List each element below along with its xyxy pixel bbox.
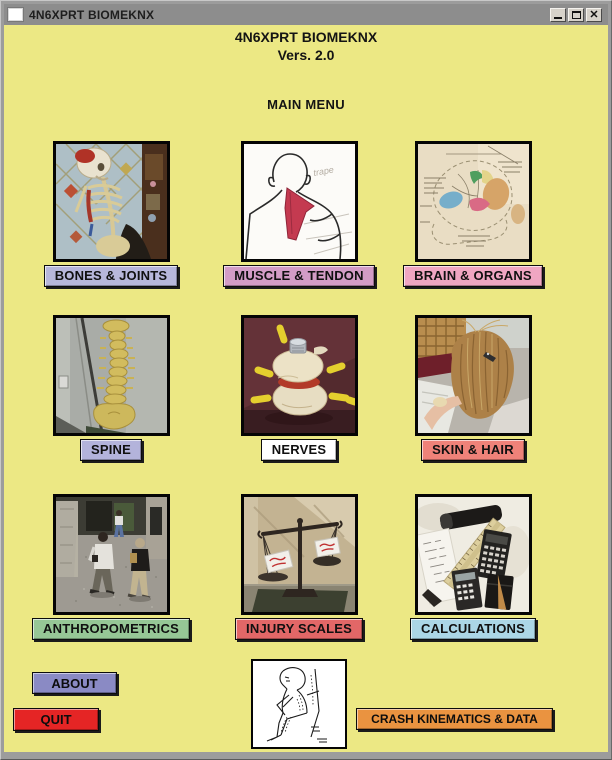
trapezius-drawing bbox=[244, 144, 355, 259]
close-button[interactable] bbox=[586, 8, 602, 22]
anthropometrics-image bbox=[53, 494, 170, 615]
menu-cell-injury-scales bbox=[219, 494, 379, 640]
app-icon bbox=[8, 8, 23, 21]
brain-organs-image bbox=[415, 141, 532, 262]
menu-cell-brain-organs bbox=[393, 141, 553, 287]
muscle-tendon-button[interactable]: MUSCLE & TENDON bbox=[223, 265, 374, 287]
skin-hair-button[interactable]: SKIN & HAIR bbox=[421, 439, 525, 461]
brain-organs-button[interactable]: BRAIN & ORGANS bbox=[403, 265, 543, 287]
nerves-image bbox=[241, 315, 358, 436]
crash-dummy-sketch bbox=[253, 661, 345, 747]
menu-cell-bones-joints bbox=[31, 141, 191, 287]
maximize-icon bbox=[572, 11, 581, 19]
crash-kinematics-button[interactable]: CRASH KINEMATICS & DATA bbox=[356, 708, 553, 730]
main-menu-heading: MAIN MENU bbox=[267, 97, 345, 112]
window-title: 4N6XPRT BIOMEKNX bbox=[29, 7, 155, 22]
main-content bbox=[4, 25, 608, 752]
quit-button[interactable]: QUIT bbox=[13, 708, 99, 731]
spine-image bbox=[53, 315, 170, 436]
calculations-button[interactable]: CALCULATIONS bbox=[410, 618, 536, 640]
balance-scale-photo bbox=[244, 497, 355, 612]
menu-cell-muscle-tendon bbox=[219, 141, 379, 287]
app-version: Vers. 2.0 bbox=[277, 47, 335, 63]
minimize-button[interactable] bbox=[550, 8, 566, 22]
bones-joints-image bbox=[53, 141, 170, 262]
spine-button[interactable]: SPINE bbox=[80, 439, 142, 461]
crash-kinematics-image bbox=[251, 659, 347, 749]
nerves-button[interactable]: NERVES bbox=[261, 439, 337, 461]
menu-cell-skin-hair bbox=[393, 315, 553, 461]
svg-text:trape: trape bbox=[312, 164, 335, 178]
app-title: 4N6XPRT BIOMEKNX bbox=[234, 29, 378, 45]
bones-joints-button[interactable]: BONES & JOINTS bbox=[44, 265, 179, 287]
menu-cell-nerves bbox=[219, 315, 379, 461]
injury-scales-image bbox=[241, 494, 358, 615]
skin-hair-image bbox=[415, 315, 532, 436]
minimize-icon bbox=[554, 17, 562, 19]
calculations-image bbox=[415, 494, 532, 615]
menu-cell-calculations bbox=[393, 494, 553, 640]
spine-model-photo bbox=[56, 318, 167, 433]
injury-scales-button[interactable]: INJURY SCALES bbox=[235, 618, 363, 640]
muscle-tendon-image bbox=[241, 141, 358, 262]
child-hair-photo bbox=[418, 318, 529, 433]
maximize-button[interactable] bbox=[568, 8, 584, 22]
skeleton-illustration bbox=[56, 144, 167, 259]
calculators-photo bbox=[418, 497, 529, 612]
menu-cell-anthropometrics bbox=[31, 494, 191, 640]
menu-cell-spine bbox=[31, 315, 191, 461]
vertebra-model-photo bbox=[244, 318, 355, 433]
about-button[interactable]: ABOUT bbox=[32, 672, 117, 694]
anthropometrics-button[interactable]: ANTHROPOMETRICS bbox=[32, 618, 190, 640]
close-icon: ✕ bbox=[589, 8, 599, 21]
brain-diagram bbox=[418, 144, 529, 259]
people-walking-photo bbox=[56, 497, 167, 612]
titlebar[interactable] bbox=[4, 4, 608, 25]
